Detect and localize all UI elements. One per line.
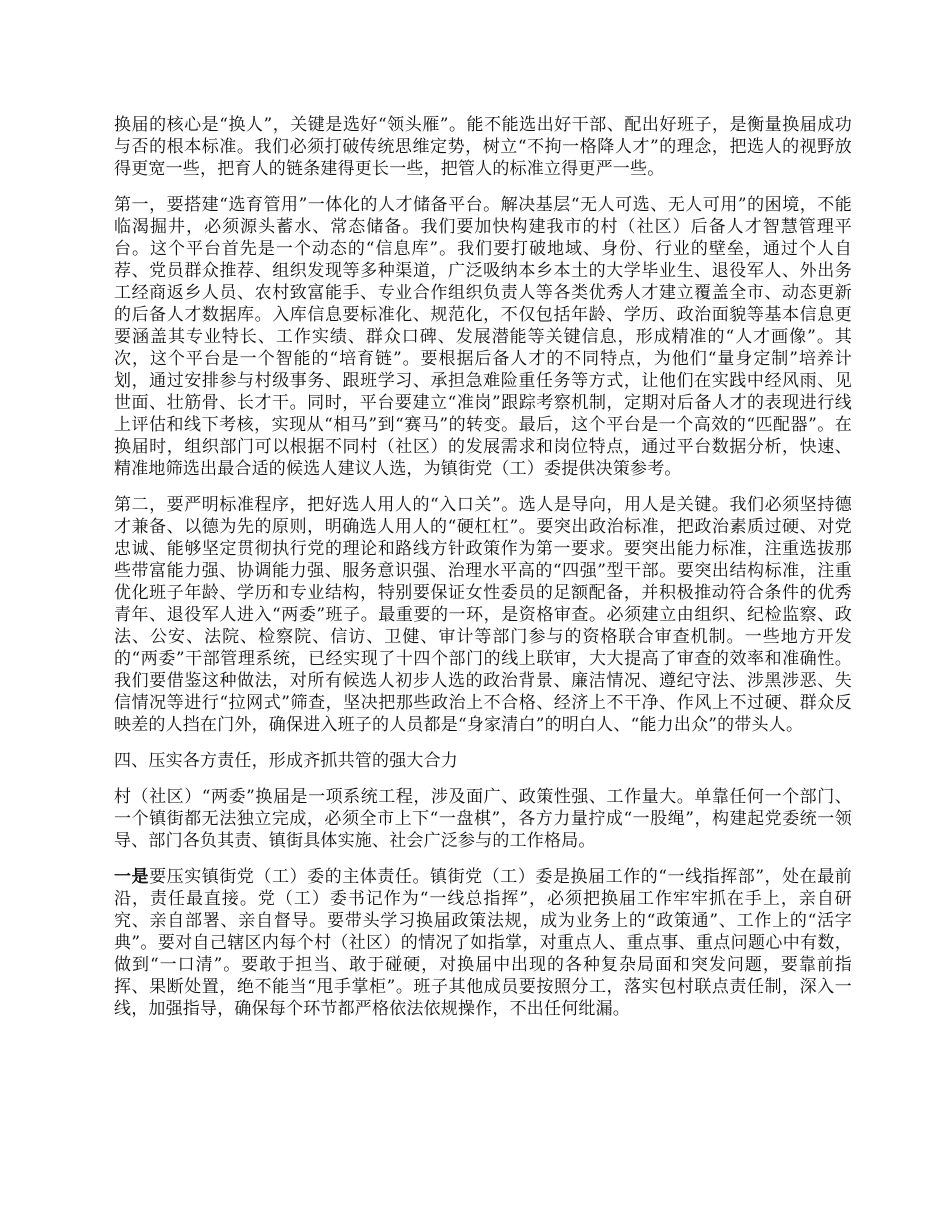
paragraph-system-engineering: 村（社区）“两委”换届是一项系统工程，涉及面广、政策性强、工作量大。单靠任何一个部门、一个镇街都无法独立完成，必须全市上下“一盘棋”，各方力量拧成“一股绳”，构建起党委统一领导、部门各负其责、镇街具体实施、社会广泛参与的工作格局。 [114,787,852,851]
paragraph-lead-label: 一是 [114,867,150,887]
paragraph-town-committee-responsibility [114,866,852,1020]
paragraph-core-of-election: 换届的核心是“换人”，关键是选好“领头雁”。能不能选出好干部、配出好班子，是衡量换届成功与否的根本标准。我们必须打破传统思维定势，树立“不拘一格降人才”的理念，把选人的视野放得更宽一些，把育人的链条建得更长一些，把管人的标准立得更严一些。 [114,115,852,179]
document-page [114,114,852,1034]
paragraph-talent-platform: 第一，要搭建“选育管用”一体化的人才储备平台。解决基层“无人可选、无人可用”的困境，不能临渴掘井，必须源头蓄水、常态储备。我们要加快构建我市的村（社区）后备人才智慧管理平台。这个平台首先是一个动态的“信息库”。我们要打破地域、身份、行业的壁垒，通过个人自荐、党员群众推荐、组织发现等多种渠道，广泛吸纳本乡本土的大学毕业生、退役军人、外出务工经商返乡人员、农村致富能手、专业合作组织负责人等各类优秀人才建立覆盖全市、动态更新的后备人才数据库。入库信息要标准化、规范化，不仅包括年龄、学历、政治面貌等基本信息更要涵盖其专业特长、工作实绩、群众口碑、发展潜能等关键信息，形成精准的“人才画像”。其次，这个平台是一个智能的“培育链”。要根据后备人才的不同特点，为他们“量身定制”培养计划，通过安排参与村级事务、跟班学习、承担急难险重任务等方式，让他们在实践中经风雨、见世面、壮筋骨、长才干。同时，平台要建立“准岗”跟踪考察机制，定期对后备人才的表现进行线上评估和线下考核，实现从“相马”到“赛马”的转变。最后，这个平台是一个高效的“匹配器”。在换届时，组织部门可以根据不同村（社区）的发展需求和岗位特点，通过平台数据分析，快速、精准地筛选出最合适的候选人建议人选，为镇街党（工）委提供决策参考。 [114,195,852,479]
paragraph-standards-procedures: 第二，要严明标准程序，把好选人用人的“入口关”。选人是导向，用人是关键。我们必须坚持德才兼备、以德为先的原则，明确选人用人的“硬杠杠”。要突出政治标准，把政治素质过硬、对党忠诚、能够坚定贯彻执行党的理论和路线方针政策作为第一要求。要突出能力标准，注重选拔那些带富能力强、协调能力强、服务意识强、治理水平高的“四强”型干部。要突出结构标准，注重优化班子年龄、学历和专业结构，特别要保证女性委员的足额配备，并积极推动符合条件的优秀青年、退役军人进入“两委”班子。最重要的一环，是资格审查。必须建立由组织、纪检监察、政法、公安、法院、检察院、信访、卫健、审计等部门参与的资格联合审查机制。一些地方开发的“两委”干部管理系统，已经实现了十四个部门的线上联审，大大提高了审查的效率和准确性。我们要借鉴这种做法，对所有候选人初步人选的政治背景、廉洁情况、遵纪守法、涉黑涉恶、失信情况等进行“拉网式”筛查，坚决把那些政治上不合格、经济上不干净、作风上不过硬、群众反映差的人挡在门外，确保进入班子的人员都是“身家清白”的明白人、“能力出众”的带头人。 [114,495,852,735]
section-heading-responsibilities: 四、压实各方责任，形成齐抓共管的强大合力 [114,751,458,771]
paragraph-body-text: 要压实镇街党（工）委的主体责任。镇街党（工）委是换届工作的“一线指挥部”，处在最前沿，责任最直接。党（工）委书记作为“一线总指挥”，必须把换届工作牢牢抓在手上，亲自研究、亲自部署、亲自督导。要带头学习换届政策法规，成为业务上的“政策通”、工作上的“活字典”。要对自己辖区内每个村（社区）的情况了如指掌，对重点人、重点事、重点问题心中有数，做到“一口清”。要敢于担当、敢于碰硬，对换届中出现的各种复杂局面和突发问题，要靠前指挥、果断处置，绝不能当“甩手掌柜”。班子其他成员要按照分工，落实包村联点责任制，深入一线，加强指导，确保每个环节都严格依法依规操作，不出任何纰漏。 [114,867,852,1019]
